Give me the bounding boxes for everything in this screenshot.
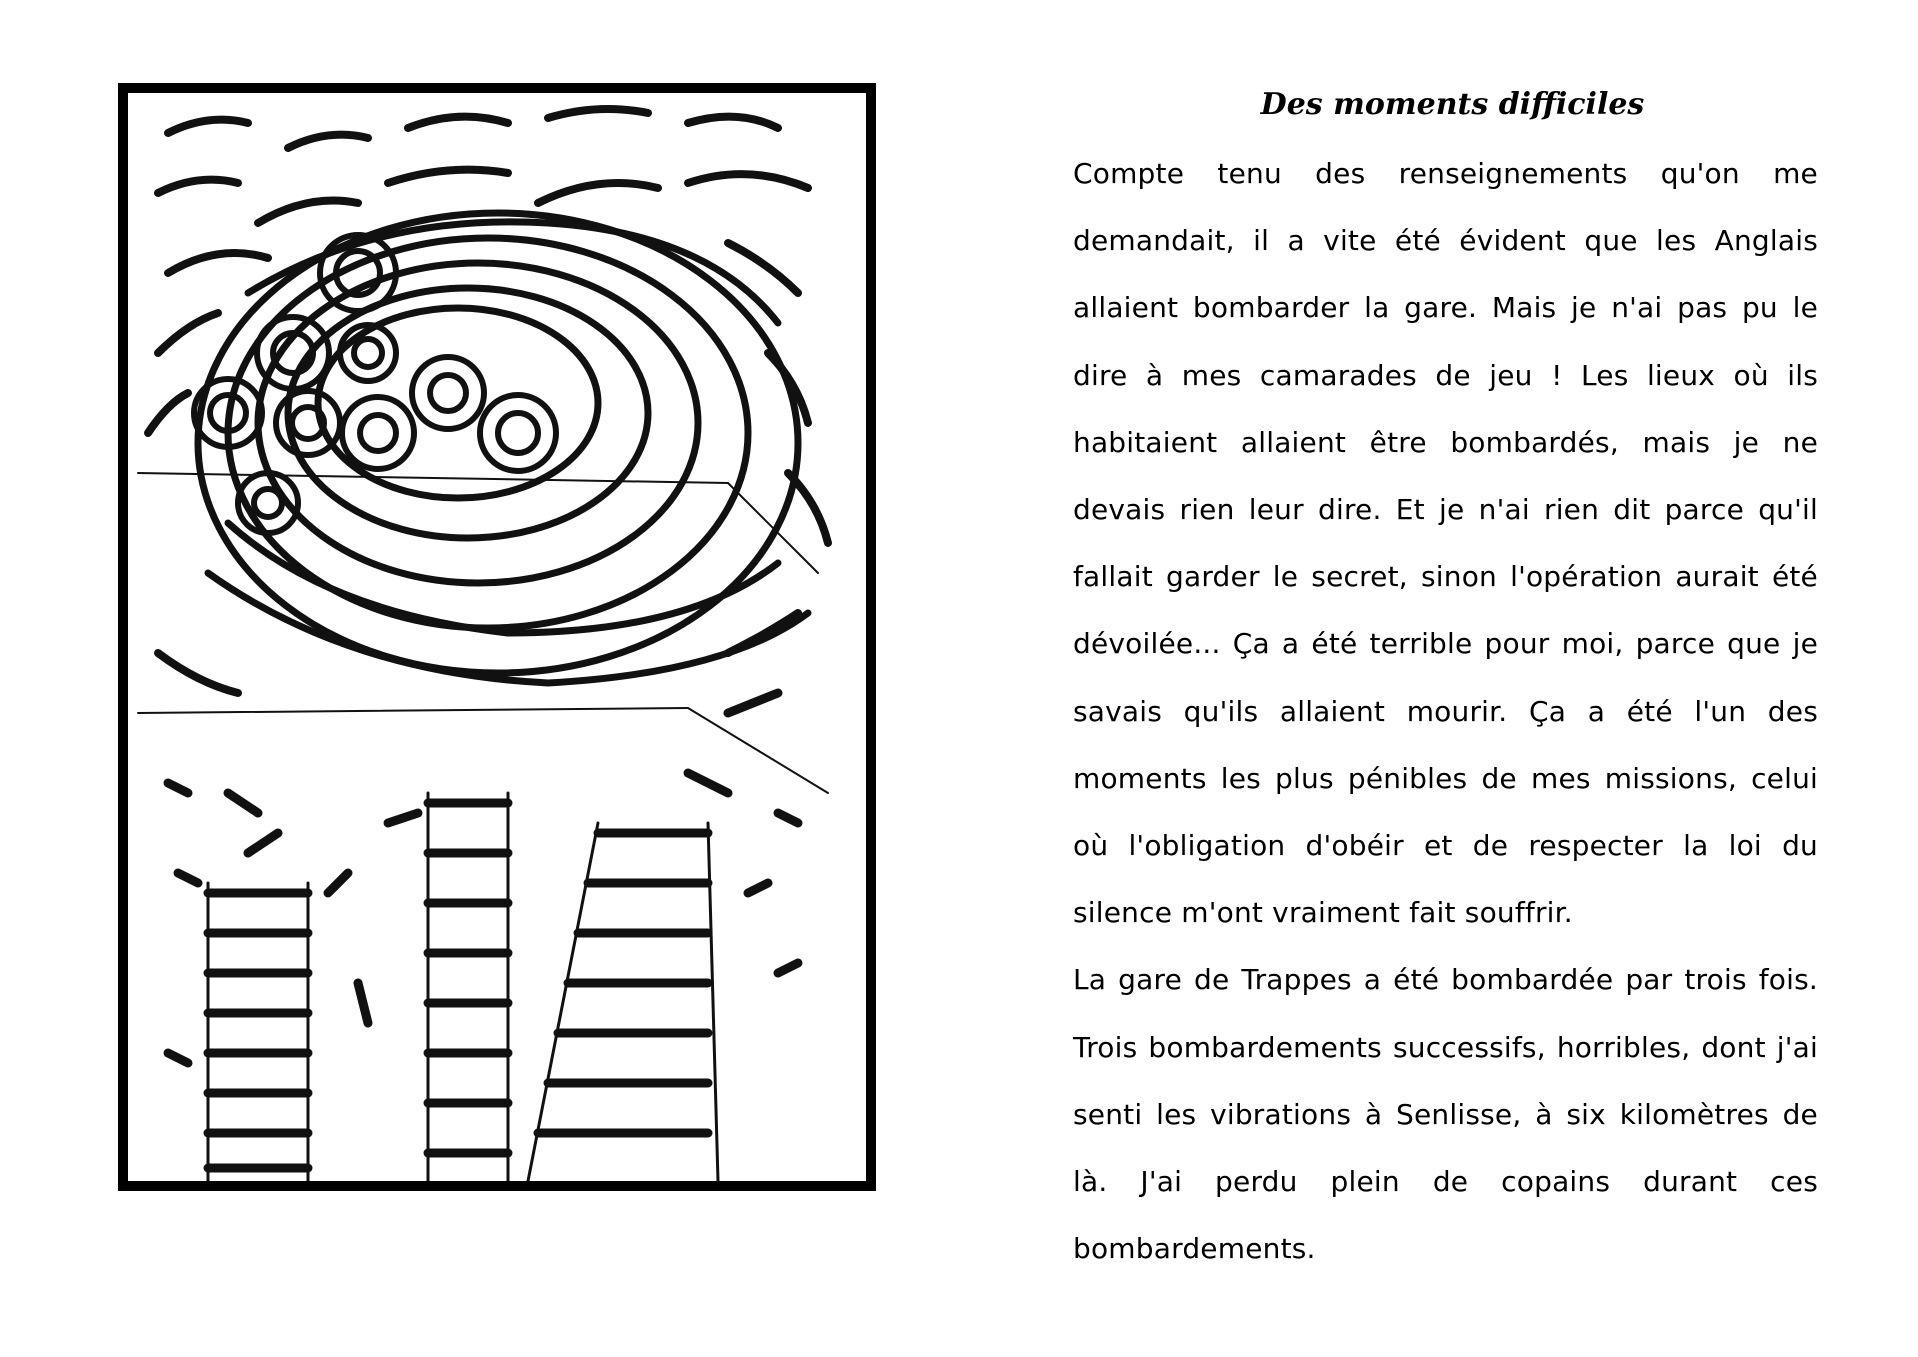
building-middle [428, 803, 508, 1153]
sky-strokes [148, 109, 828, 693]
bombing-ink-drawing [128, 93, 866, 1181]
building-left [208, 893, 308, 1168]
paragraph-1: Compte tenu des renseignements qu'on me demandait, il a vite été évident que les Anglais allaient bombarder la gare. Mais je n'ai pas pu le dire à mes camarades de jeu ! Les lieux où ils habitaient allaient être bombardés, mais je ne devais rien leur dire. Et je n'ai rien dit parce qu'il fallait garder le secret, sinon l'opération aurait été dévoilée... Ça a été terrible pour moi, parce que je savais qu'ils allaient mourir. Ça a été l'un des moments les plus pénibles de mes missions, celui où l'obligation d'obéir et de respecter la loi du silence m'ont vraiment fait souffrir. [1073, 157, 1818, 930]
illustration [118, 83, 876, 1191]
building-right [538, 833, 708, 1133]
story-text [1073, 80, 1818, 1282]
page-title: Des moments difficiles [1260, 87, 1645, 122]
paragraph-2: La gare de Trappes a été bombardée par trois fois. Trois bombardements successifs, horribles, dont j'ai senti les vibrations à Senlisse, à six kilomètres de là. J'ai perdu plein de copains durant ces bombardements. [1073, 963, 1818, 1266]
